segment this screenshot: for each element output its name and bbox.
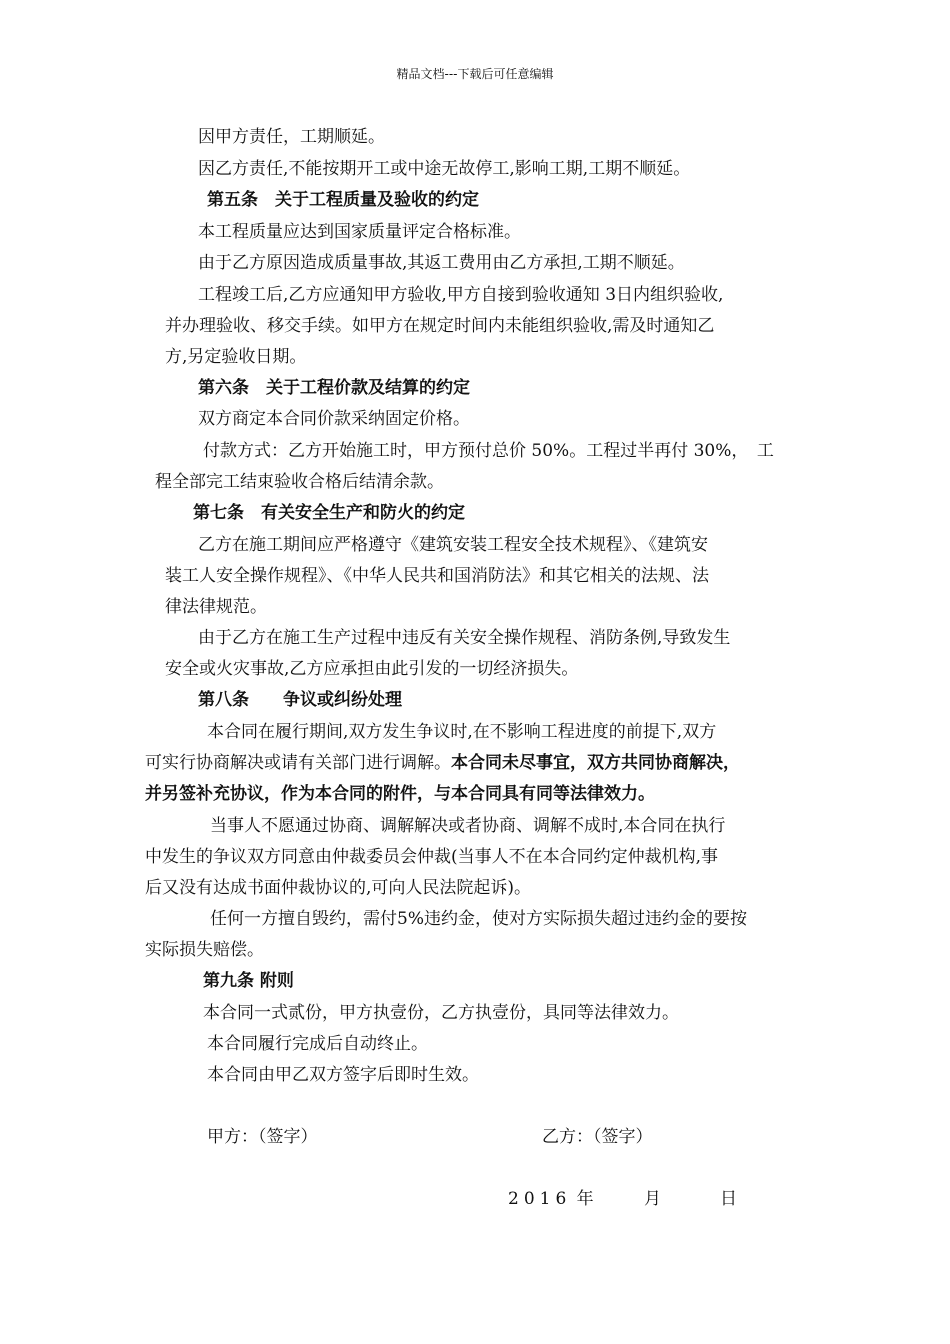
- text-line: 律法律规范。: [165, 597, 267, 617]
- text-line: [145, 752, 740, 774]
- text-line: 本合同一式贰份，甲方执壹份，乙方执壹份，具同等法律效力。: [203, 1003, 679, 1023]
- section-heading-7: 第七条 有关安全生产和防火的约定: [193, 503, 465, 523]
- section-heading-9: 第九条 附则: [203, 971, 294, 991]
- text-line: 当事人不愿通过协商、调解解决或者协商、调解不成时,本合同在执行: [210, 816, 726, 836]
- section-heading-6: 第六条 关于工程价款及结算的约定: [198, 378, 470, 398]
- text-line: 因甲方责任，工期顺延。: [198, 127, 385, 147]
- section-heading-8: 第八条 争议或纠纷处理: [198, 690, 402, 710]
- text-line: 实际损失赔偿。: [145, 940, 264, 960]
- text-line: 本合同履行完成后自动终止。: [207, 1034, 428, 1054]
- text-line: 安全或火灾事故,乙方应承担由此引发的一切经济损失。: [165, 659, 579, 679]
- text-line: 本工程质量应达到国家质量评定合格标准。: [198, 222, 521, 242]
- text-line: 装工人安全操作规程》、《中华人民共和国消防法》和其它相关的法规、法: [165, 566, 709, 586]
- date-year: 2016: [508, 1189, 572, 1209]
- section-heading-5: 第五条 关于工程质量及验收的约定: [207, 190, 479, 210]
- party-b-signature: 乙方：（签字）: [542, 1127, 653, 1147]
- text-line: 双方商定本合同价款采纳固定价格。: [198, 409, 470, 429]
- text-line: 方,另定验收日期。: [165, 347, 307, 367]
- text-line-bold: 本合同未尽事宜，双方共同协商解决，: [451, 753, 740, 773]
- text-line: 因乙方责任,不能按期开工或中途无故停工,影响工期,工期不顺延。: [198, 159, 691, 179]
- text-line: 本合同在履行期间,双方发生争议时,在不影响工程进度的前提下,双方: [207, 722, 717, 742]
- text-line: 后又没有达成书面仲裁协议的,可向人民法院起诉)。: [145, 878, 532, 898]
- text-line: 本合同由甲乙双方签字后即时生效。: [207, 1065, 479, 1085]
- text-line: 工程竣工后,乙方应通知甲方验收,甲方自接到验收通知 3日内组织验收,: [198, 285, 724, 305]
- date-month-unit: 月: [644, 1189, 661, 1209]
- text-line: 并办理验收、移交手续。如甲方在规定时间内未能组织验收,需及时通知乙: [165, 316, 715, 336]
- text-line-normal: 可实行协商解决或请有关部门进行调解。: [145, 753, 451, 773]
- text-line: 程全部完工结束验收合格后结清余款。: [155, 472, 444, 492]
- text-line: 由于乙方在施工生产过程中违反有关安全操作规程、消防条例,导致发生: [198, 628, 731, 648]
- party-a-signature: 甲方：（签字）: [207, 1127, 318, 1147]
- text-line: 由于乙方原因造成质量事故,其返工费用由乙方承担,工期不顺延。: [198, 253, 685, 273]
- text-line: 任何一方擅自毁约，需付5%违约金，使对方实际损失超过违约金的要按: [210, 909, 747, 929]
- text-line: 乙方在施工期间应严格遵守《建筑安装工程安全技术规程》、《建筑安: [198, 535, 708, 555]
- page-header: 精品文档---下载后可任意编辑: [396, 67, 554, 81]
- text-line: 付款方式：乙方开始施工时，甲方预付总价 50%。工程过半再付 30%， 工: [203, 441, 774, 461]
- text-line-bold: 并另签补充协议，作为本合同的附件，与本合同具有同等法律效力。: [145, 784, 655, 804]
- signing-date: [508, 1188, 594, 1210]
- text-line: 中发生的争议双方同意由仲裁委员会仲裁(当事人不在本合同约定仲裁机构,事: [145, 847, 719, 867]
- date-year-unit: 年: [576, 1189, 594, 1209]
- date-day-unit: 日: [720, 1189, 737, 1209]
